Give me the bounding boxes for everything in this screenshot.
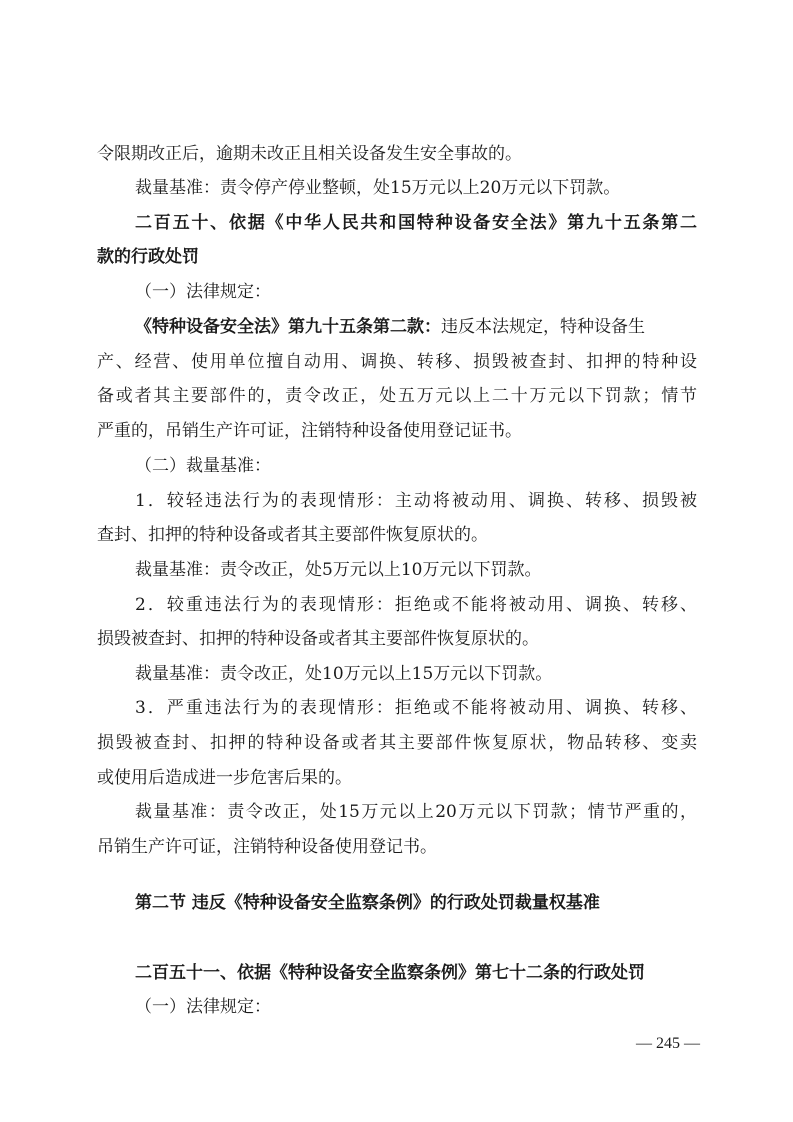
text-line: 3．严重违法行为的表现情形：拒绝或不能将被动用、调换、转移、 (135, 698, 697, 718)
page-number: — 245 — (636, 1035, 700, 1052)
text-line: 产、经营、使用单位擅自动用、调换、转移、损毁被查封、扣押的特种设 (97, 352, 697, 372)
text-line: 损毁被查封、扣押的特种设备或者其主要部件恢复原状，物品转移、变卖 (97, 733, 697, 753)
text-line: 2．较重违法行为的表现情形：拒绝或不能将被动用、调换、转移、 (135, 595, 697, 615)
text-line: 裁量基准：责令改正，处15万元以上20万元以下罚款；情节严重的， (135, 802, 697, 822)
article-heading-continued: 款的行政处罚 (97, 247, 199, 267)
text-line: 裁量基准：责令改正，处10万元以上15万元以下罚款。 (135, 664, 553, 684)
text-line (135, 316, 697, 338)
law-citation: 《特种设备安全法》第九十五条第二款： (135, 317, 441, 337)
subheading-discretion-standard: （二）裁量基准： (135, 456, 271, 476)
text-line: 查封、扣押的特种设备或者其主要部件恢复原状的。 (97, 525, 488, 545)
section-title: 第二节 违反《特种设备安全监察条例》的行政处罚裁量权基准 (135, 893, 600, 913)
subheading-legal-provision: （一）法律规定： (135, 282, 271, 302)
text-line: 吊销生产许可证，注销特种设备使用登记书。 (97, 837, 437, 857)
text-line: 令限期改正后，逾期未改正且相关设备发生安全事故的。 (97, 144, 522, 164)
law-text: 违反本法规定，特种设备生 (441, 317, 645, 337)
text-line: 或使用后造成进一步危害后果的。 (97, 768, 352, 788)
text-line: 备或者其主要部件的，责令改正，处五万元以上二十万元以下罚款；情节 (97, 386, 697, 406)
text-line: 严重的，吊销生产许可证，注销特种设备使用登记证书。 (97, 421, 522, 441)
subheading-legal-provision: （一）法律规定： (135, 997, 271, 1017)
article-heading: 二百五十、依据《中华人民共和国特种设备安全法》第九十五条第二 (135, 213, 697, 233)
article-heading: 二百五十一、依据《特种设备安全监察条例》第七十二条的行政处罚 (135, 963, 645, 983)
text-line: 损毁被查封、扣押的特种设备或者其主要部件恢复原状的。 (97, 629, 539, 649)
text-line: 裁量基准：责令改正，处5万元以上10万元以下罚款。 (135, 560, 542, 580)
text-line: 裁量基准：责令停产停业整顿，处15万元以上20万元以下罚款。 (135, 178, 621, 198)
text-line: 1．较轻违法行为的表现情形：主动将被动用、调换、转移、损毁被 (135, 491, 697, 511)
